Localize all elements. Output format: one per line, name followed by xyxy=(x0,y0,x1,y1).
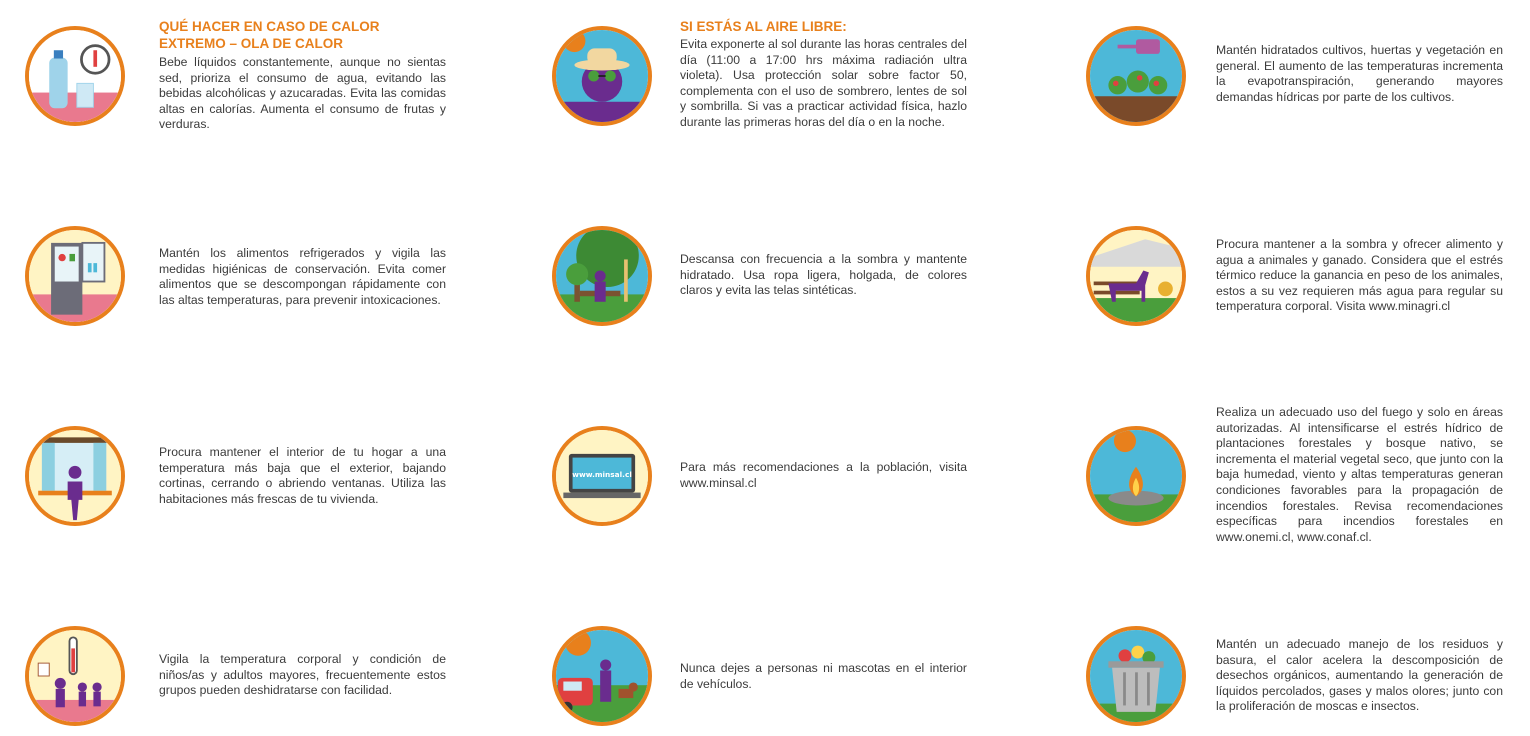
column1-heading: QUÉ HACER EN CASO DE CALOR EXTREMO – OLA DE CALOR xyxy=(159,19,380,51)
column3-item3-text: Realiza un adecuado uso del fuego y solo en áreas autorizadas. Al intensificarse el estrés hídrico de plantaciones forestales y bosque nativo, se incrementa el material vegetal seco, que junto con la baja humedad, viento y altas temperaturas generan condiciones favorables para la propagación de incendios forestales. Revisa recomendaciones específicas para incendios forestales en www.onemi.cl, www.conaf.cl. xyxy=(1216,405,1503,544)
car-dog-icon xyxy=(552,626,652,726)
column2-item2-text: Descansa con frecuencia a la sombra y mantente hidratado. Usa ropa ligera, holgada, de colores claros y evita las telas sintéticas. xyxy=(680,252,967,298)
animals-shade-icon xyxy=(1086,226,1186,326)
sun-hat-sunglasses-icon xyxy=(552,26,652,126)
column1-item3-text: Procura mantener el interior de tu hogar a una temperatura más baja que el exterior, bajando cortinas, cerrando o abriendo ventanas. Utiliza las habitaciones más frescas de tu vivienda. xyxy=(159,445,446,506)
column2-item1-text: Evita exponerte al sol durante las horas centrales del día (11:00 a 17:00 hrs máxima radiación ultra violeta). Usa protección solar sobre factor 50, complementa con el uso de sombrero, lentes de sol y sombrilla. Si vas a practicar actividad física, hazlo durante las primeras horas del día o en la noche. xyxy=(680,37,967,129)
laptop-icon xyxy=(552,426,652,526)
shade-bench-icon xyxy=(552,226,652,326)
column2-item3-text: Para más recomendaciones a la población, visita www.minsal.cl xyxy=(680,460,967,490)
watering-crops-icon xyxy=(1086,26,1186,126)
column3-item2-text: Procura mantener a la sombra y ofrecer alimento y agua a animales y ganado. Considera que el estrés térmico reduce la ganancia en peso de los animales, estos a su vez requieren más agua para regular su temperatura corporal. Visita www.minagri.cl xyxy=(1216,237,1503,314)
closing-curtains-icon xyxy=(25,426,125,526)
column2-heading: SI ESTÁS AL AIRE LIBRE: xyxy=(680,19,847,34)
family-thermometer-icon xyxy=(25,626,125,726)
column1-item1-text: Bebe líquidos constantemente, aunque no sientas sed, prioriza el consumo de agua, evitando las bebidas alcohólicas y azucaradas. Evita las comidas altas en calorías. Aumenta el consumo de frutas y verduras. xyxy=(159,55,446,132)
laptop-screen-text: www.minsal.cl xyxy=(572,469,632,479)
trash-bin-icon xyxy=(1086,626,1186,726)
column3-item1-text: Mantén hidratados cultivos, huertas y vegetación en general. El aumento de las temperaturas incrementa la evapotranspiración, generando mayores demandas hídricas por parte de los cultivos. xyxy=(1216,43,1503,104)
water-bottle-thermometer-icon xyxy=(25,26,125,126)
column1-item2-text: Mantén los alimentos refrigerados y vigila las medidas higiénicas de conservación. Evita comer alimentos que se descompongan rápidamente con las altas temperaturas, para prevenir intoxicaciones. xyxy=(159,246,446,307)
campfire-icon xyxy=(1086,426,1186,526)
refrigerator-icon xyxy=(25,226,125,326)
column2-item4-text: Nunca dejes a personas ni mascotas en el interior de vehículos. xyxy=(680,661,967,691)
column3-item4-text: Mantén un adecuado manejo de los residuos y basura, el calor acelera la descomposición de desechos orgánicos, aumentando la generación de líquidos percolados, gases y malos olores; junto con la proliferación de moscas e insectos. xyxy=(1216,637,1503,714)
column1-item4-text: Vigila la temperatura corporal y condición de niños/as y adultos mayores, frecuentemente estos grupos pueden deshidratarse con facilidad. xyxy=(159,652,446,698)
